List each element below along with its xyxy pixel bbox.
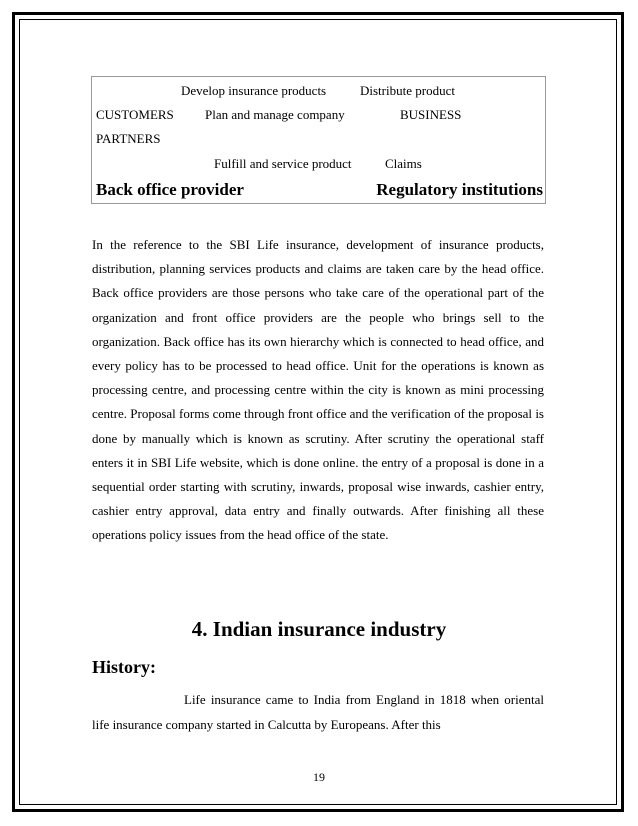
diagram-plan-manage: Plan and manage company: [205, 107, 345, 122]
stakeholder-diagram: [91, 76, 546, 204]
diagram-back-office: Back office provider: [96, 180, 244, 199]
section-heading: 4. Indian insurance industry: [191, 617, 447, 641]
diagram-business: BUSINESS: [400, 107, 462, 122]
diagram-develop-products: Develop insurance products: [181, 83, 327, 98]
body-paragraph-text: In the reference to the SBI Life insurance, development of insurance products, distribution, planning services products and claims are taken care by the head office. Back office providers are those persons who take care of the operational part of the organization and front office providers are the people who brings sell to the organization. Back office has its own hierarchy which is connected to head office, and every policy has to be processed to head office. Unit for the operations is known as processing centre, and processing centre within the city is known as mini processing centre. Proposal forms come through front office and the verification of the proposal is done by manually which is known as scrutiny. After scrutiny the operational staff enters it in SBI Life website, which is done online. the entry of a proposal is done in a sequential order starting with scrutiny, inwards, proposal wise inwards, cashier entry, cashier entry approval, data entry and finally outwards. After finishing all these operations policy issues from the head office of the state.: [92, 237, 544, 543]
history-subheading: History:: [92, 657, 156, 677]
diagram-regulatory: Regulatory institutions: [376, 180, 543, 199]
diagram-customers: CUSTOMERS: [96, 107, 174, 122]
diagram-partners: PARTNERS: [96, 131, 161, 146]
history-paragraph-text: Life insurance came to India from England in 1818 when oriental life insurance company started in Calcutta by Europeans. After this: [92, 692, 544, 732]
body-paragraph: [92, 233, 544, 548]
page-number: 19: [313, 770, 325, 784]
diagram-fulfill-service: Fulfill and service product: [214, 156, 352, 171]
diagram-distribute-product: Distribute product: [360, 83, 455, 98]
diagram-claims: Claims: [385, 156, 422, 171]
history-paragraph: [92, 688, 544, 737]
